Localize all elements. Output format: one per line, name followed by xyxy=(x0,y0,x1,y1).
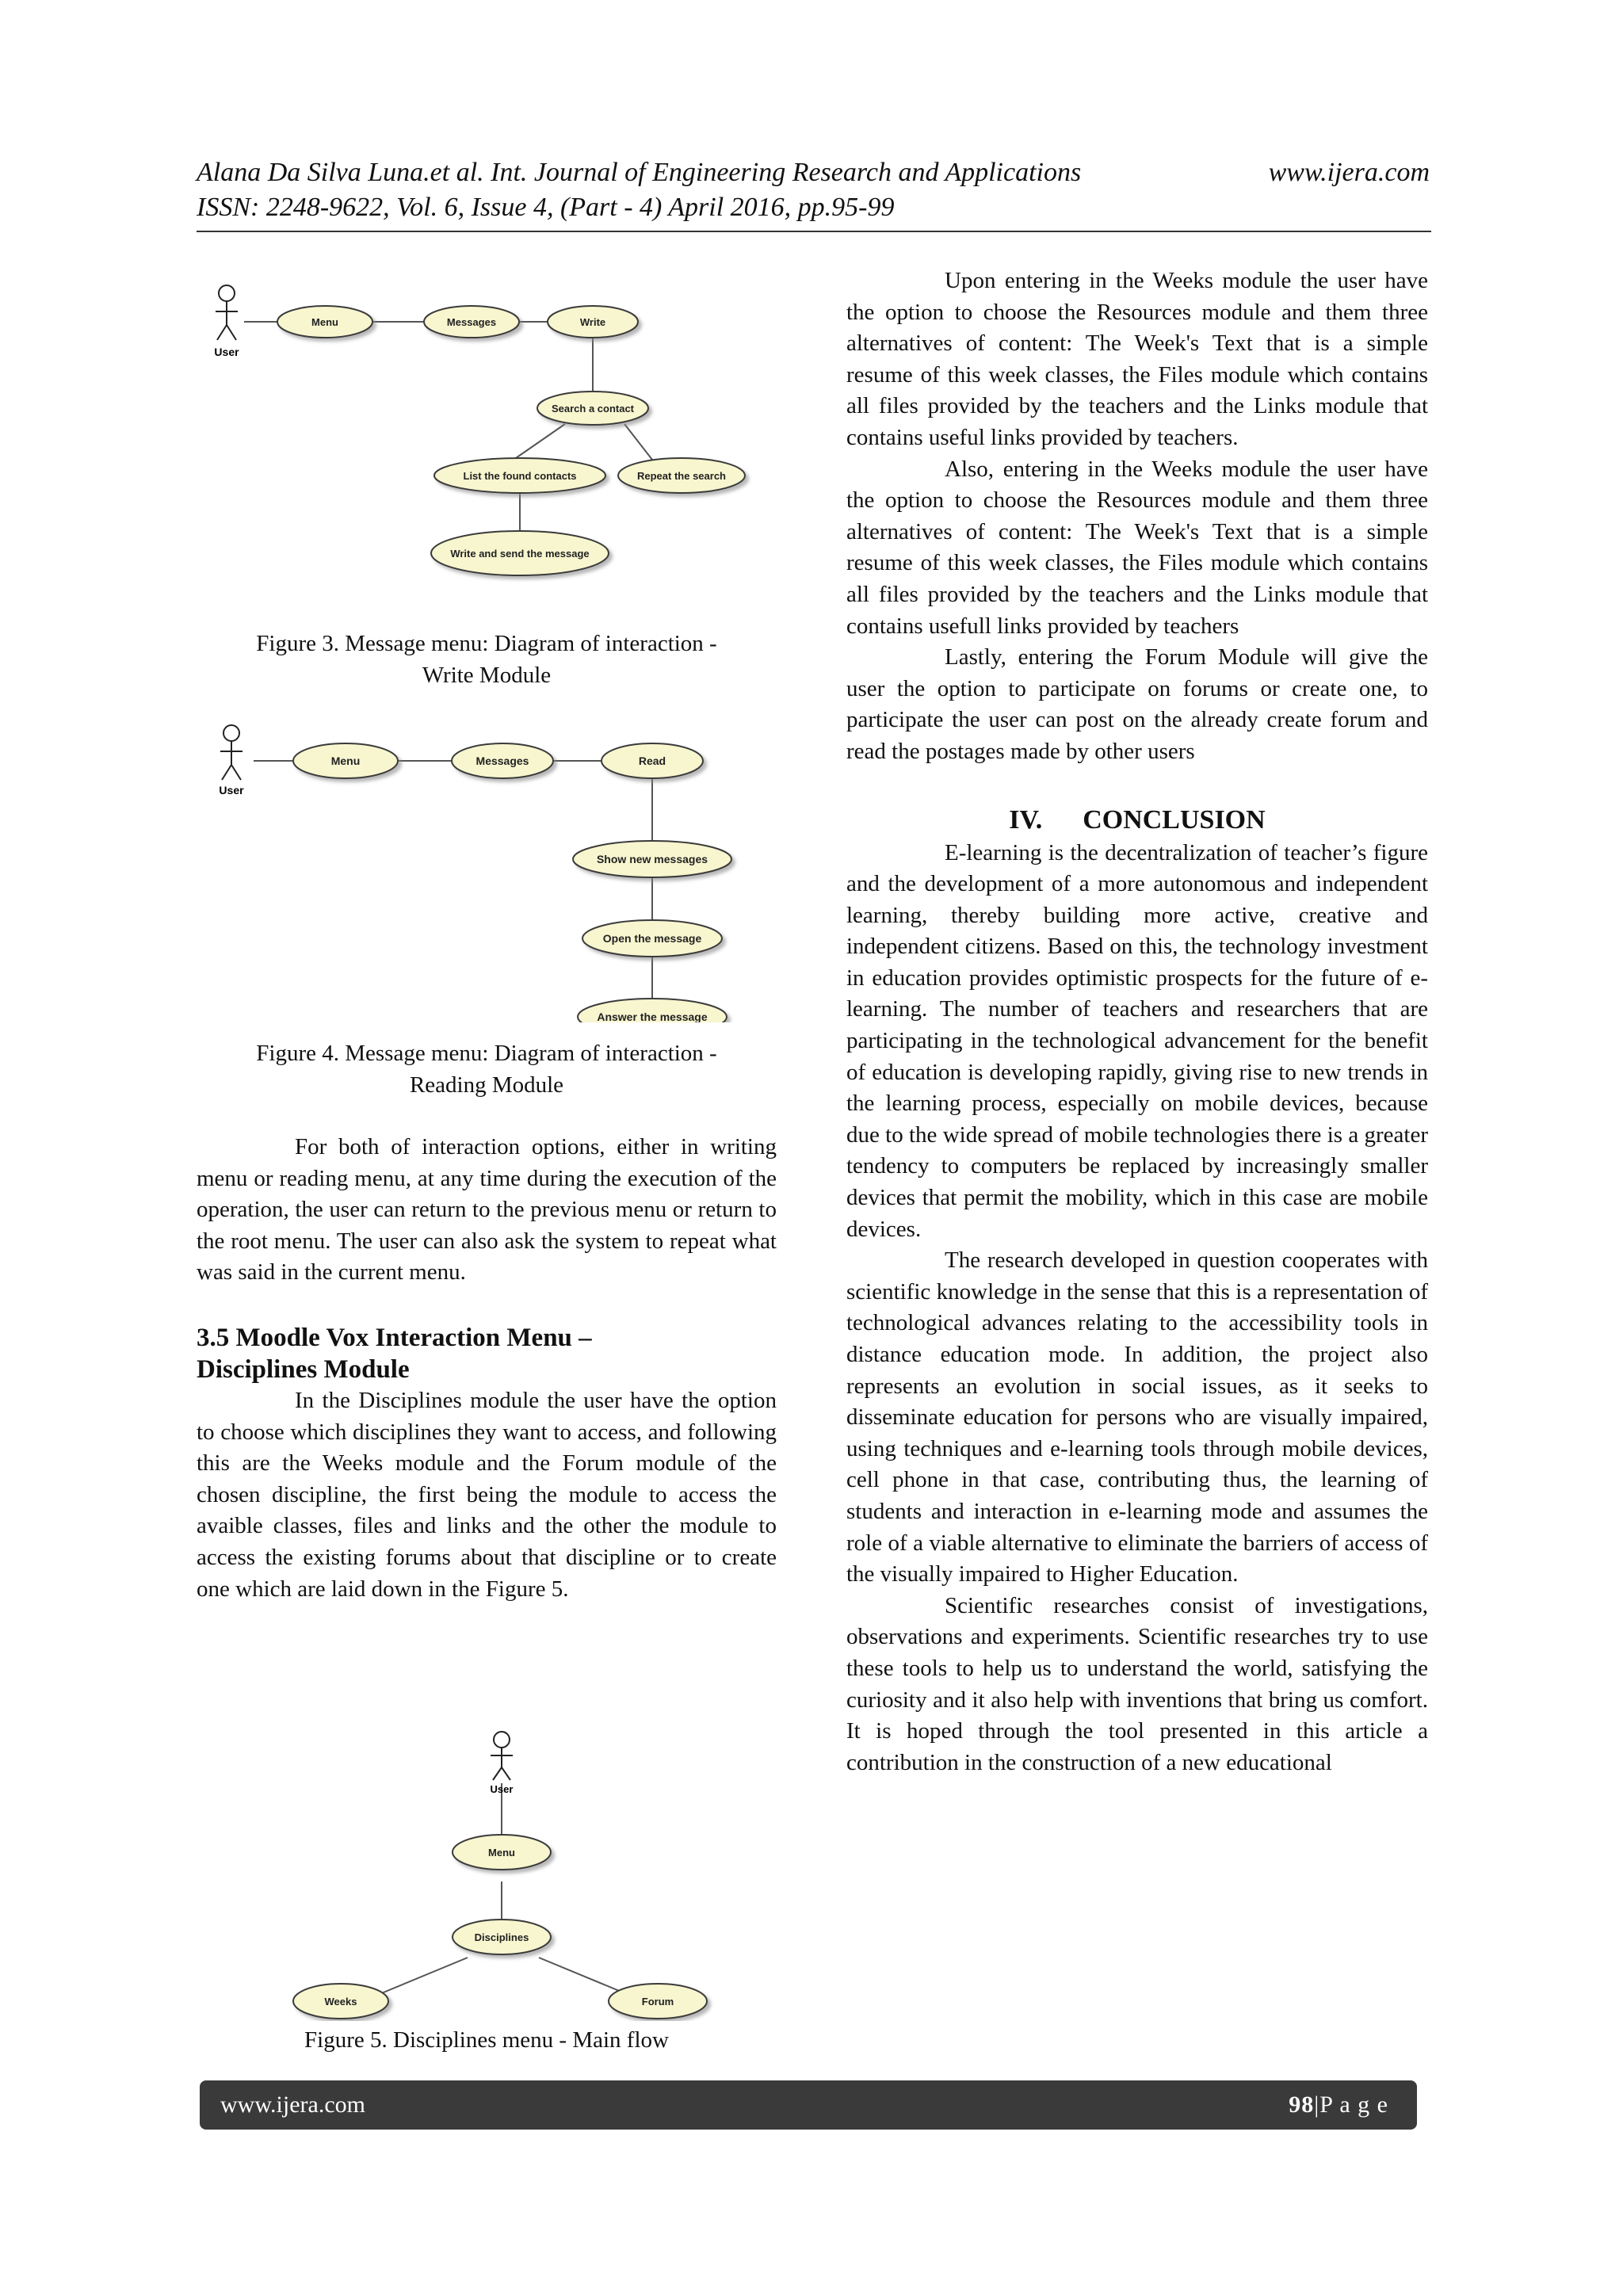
conclusion-heading: IV. CONCLUSION xyxy=(1009,804,1266,835)
page-suffix: |P a g e xyxy=(1314,2092,1388,2118)
figure4-caption xyxy=(197,1038,777,1101)
running-header xyxy=(197,155,1430,225)
node-read-label: Read xyxy=(638,755,666,767)
node-menu-label: Menu xyxy=(488,1847,515,1859)
node-answer-label: Answer the message xyxy=(597,1010,708,1022)
actor-label: User xyxy=(214,346,239,358)
figure5-caption xyxy=(197,2025,777,2057)
figure3-caption xyxy=(197,628,777,691)
section-heading-line1: 3.5 Moodle Vox Interaction Menu – xyxy=(197,1323,592,1352)
paragraph: E-learning is the decentralization of teacher’s figure and the development of a more autonomous and independent learning, thereby building more active, creative and independent citizens. Based on this, the technology investment in education provides optimistic prospects for the future of e-learning. The number of teachers and researchers that are participating in the technological advancement for the benefit of education is developing rapidly, giving rise to new trends in the learning process, especially on mobile devices, because due to the wide spread of mobile technologies there is a greater tendency to computers be replaced by increasingly smaller devices that permit the mobility, which in this case are mobile devices. xyxy=(846,839,1428,1242)
paragraph: The research developed in question cooperates with scientific knowledge in the sense that this is a representation of technological advances relating to the accessibility tools in distance education mode. In addition, the project also represents an evolution in social issues, as it seeks to disseminate education for persons who are visually impaired, using techniques and e-learning tools through mobile devices, cell phone in that case, contributing thus, the learning of students and interaction in e-learning mode and assumes the role of a viable alternative to eliminate the barriers of access of the visually impaired to Higher Education. xyxy=(846,1247,1428,1587)
figure3-caption-line1: Figure 3. Message menu: Diagram of interaction - xyxy=(256,631,717,656)
header-issn: ISSN: 2248-9622, Vol. 6, Issue 4, (Part - 4) April 2016, pp.95-99 xyxy=(197,193,895,222)
paragraph: Upon entering in the Weeks module the user have the option to choose the Resources module and them three alternatives of content: The Week's Text that is a simple resume of this week classes, the Files module which contains all files provided by the teachers and the Links module that contains useful links provided by teachers. xyxy=(846,268,1428,450)
user-actor xyxy=(491,1732,513,1780)
figure5-diagram xyxy=(285,1728,729,2021)
page-footer xyxy=(200,2080,1417,2130)
node-disciplines-label: Disciplines xyxy=(474,1931,529,1943)
node-weeks-label: Weeks xyxy=(324,1996,357,2008)
figure5-caption-text: Figure 5. Disciplines menu - Main flow xyxy=(304,2027,669,2053)
right-body xyxy=(846,266,1428,1778)
page-number: 98 xyxy=(1289,2092,1315,2118)
node-repeat-label: Repeat the search xyxy=(637,470,726,482)
left-body xyxy=(197,1132,777,1605)
node-open-label: Open the message xyxy=(602,932,702,945)
user-actor xyxy=(216,285,238,340)
actor-label: User xyxy=(490,1783,514,1795)
figure3-caption-line2: Write Module xyxy=(422,662,552,688)
paragraph: Lastly, entering the Forum Module will give the user the option to participate on forums or create one, to participate the user can post on the already create forum and read the postages made by other users xyxy=(846,644,1428,764)
header-citation: Alana Da Silva Luna.et al. Int. Journal of Engineering Research and Applications xyxy=(197,158,1082,187)
footer-website[interactable]: www.ijera.com xyxy=(220,2092,365,2118)
header-divider xyxy=(197,231,1431,232)
paragraph: For both of interaction options, either in writing menu or reading menu, at any time during the execution of the operation, the user can return to the previous menu or return to the root menu. The user can also ask the system to repeat what was said in the current menu. xyxy=(197,1134,777,1286)
node-list-label: List the found contacts xyxy=(463,470,577,482)
paragraph: Also, entering in the Weeks module the user have the option to choose the Resources module and them three alternatives of content: The Week's Text that is a simple resume of this week classes, the Files module which contains all files provided by the teachers and the Links module that contains usefull links provided by teachers xyxy=(846,456,1428,639)
figure3-diagram xyxy=(197,281,783,614)
node-messages-label: Messages xyxy=(475,755,529,767)
node-forum-label: Forum xyxy=(641,1996,674,2008)
user-actor xyxy=(220,725,242,780)
node-menu-label: Menu xyxy=(311,316,338,328)
page-number-label xyxy=(1289,2092,1388,2118)
section-heading-line2: Disciplines Module xyxy=(197,1354,410,1384)
node-show-label: Show new messages xyxy=(596,853,708,865)
figure4-caption-line1: Figure 4. Message menu: Diagram of interaction - xyxy=(256,1041,717,1066)
figure4-caption-line2: Reading Module xyxy=(409,1072,564,1098)
node-menu-label: Menu xyxy=(330,755,361,767)
node-messages-label: Messages xyxy=(446,316,497,328)
node-write-label: Write xyxy=(579,316,606,328)
node-send-label: Write and send the message xyxy=(450,548,590,560)
paragraph: In the Disciplines module the user have the option to choose which disciplines they want to access, and following this are the Weeks module and the Forum module of the chosen discipline, the first being the module to access the avaible classes, files and links and the other the module to access the existing forums about that discipline or to create one which are laid down in the Figure 5. xyxy=(197,1387,777,1602)
header-website[interactable]: www.ijera.com xyxy=(1268,158,1430,187)
figure4-diagram xyxy=(197,721,783,1022)
actor-label: User xyxy=(219,784,244,797)
node-search-label: Search a contact xyxy=(551,403,635,415)
paragraph: Scientific researches consist of investigations, observations and experiments. Scientific researches try to use these tools to help us to understand the world, satisfying the curiosity and it also help with inventions that bring us comfort. It is hoped through the tool presented in this article a contribution in the construction of a new educational xyxy=(846,1592,1428,1775)
